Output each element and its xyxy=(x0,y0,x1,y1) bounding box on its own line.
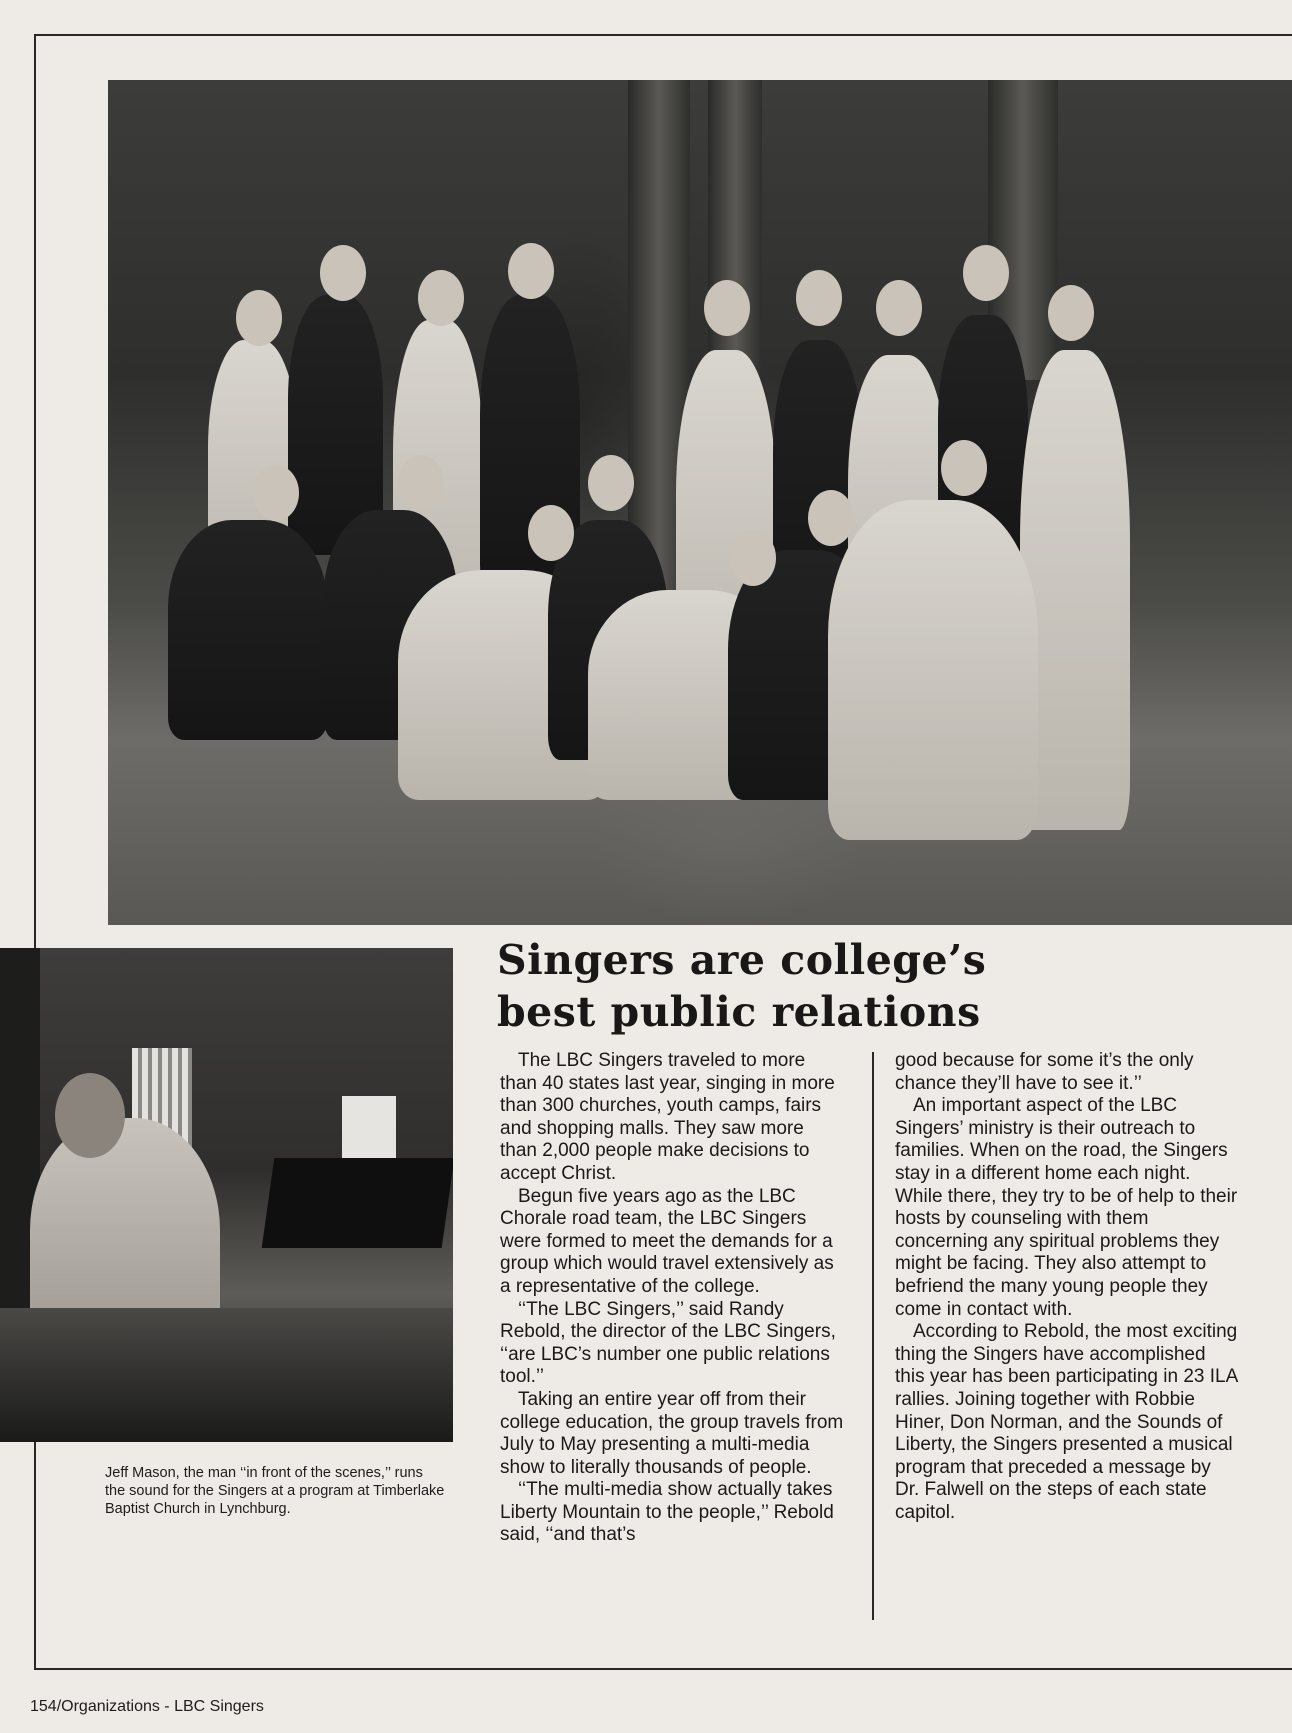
paragraph: According to Rebold, the most exciting thing the Singers have accomplished this year has been participating in 23 ILA rallies. Joining together with Robbie Hiner, Don Norman, and the Sounds of Liberty, the Singers presented a musical program that preceded a message by Dr. Falwell on the steps of each state capitol. xyxy=(895,1321,1238,1523)
singer-head xyxy=(418,270,464,326)
technician-head xyxy=(55,1073,125,1158)
singer-figure xyxy=(828,500,1038,840)
singer-head xyxy=(528,505,574,561)
singer-head xyxy=(1048,285,1094,341)
singer-figure xyxy=(168,520,328,740)
article-column-1 xyxy=(500,1050,845,1547)
singer-head xyxy=(876,280,922,336)
singer-head xyxy=(320,245,366,301)
singer-head xyxy=(236,290,282,346)
singer-head xyxy=(963,245,1009,301)
singer-head xyxy=(398,455,444,511)
paragraph: Taking an entire year off from their college education, the group travels from July to May presenting a multi-media show to literally thousands of people. xyxy=(500,1388,844,1478)
singer-head xyxy=(808,490,854,546)
singer-head xyxy=(704,280,750,336)
sound-technician-photo xyxy=(0,948,453,1442)
singer-head xyxy=(941,440,987,496)
singer-head xyxy=(588,455,634,511)
paragraph: ‘‘The LBC Singers,’’ said Randy Rebold, the director of the LBC Singers, ‘‘are LBC’s number one public relations tool.’’ xyxy=(500,1298,836,1388)
paragraph: ‘‘The multi-media show actually takes Liberty Mountain to the people,’’ Rebold said, ‘‘and that’s xyxy=(500,1479,834,1546)
singer-head xyxy=(508,243,554,299)
paragraph: The LBC Singers traveled to more than 40 states last year, singing in more than 300 churches, youth camps, fairs and shopping malls. They saw more than 2,000 people make decisions to accept Christ. xyxy=(500,1050,835,1184)
group-photo-lbc-singers xyxy=(108,80,1292,925)
sound-desk xyxy=(0,1308,453,1442)
paragraph-continuation: good because for some it’s the only chance they’ll have to see it.’’ xyxy=(895,1050,1194,1094)
window xyxy=(342,1096,396,1166)
paragraph: An important aspect of the LBC Singers’ ministry is their outreach to families. When on the road, the Singers stay in a different home each night. While there, they try to be of help to their hosts by counseling with them concerning any spiritual problems they might be facing. They also attempt to befriend the many young people they come in contact with. xyxy=(895,1095,1238,1320)
singer-head xyxy=(796,270,842,326)
headline-line-1: Singers are college’s xyxy=(497,936,987,984)
singer-head xyxy=(253,465,299,521)
page-folio: 154/Organizations - LBC Singers xyxy=(30,1698,264,1715)
photo-caption: Jeff Mason, the man ‘‘in front of the scenes,’’ runs the sound for the Singers at a program at Timberlake Baptist Church in Lynchburg. xyxy=(105,1465,445,1517)
headline-line-2: best public relations xyxy=(497,988,981,1036)
article-headline xyxy=(497,934,1057,1038)
singer-head xyxy=(730,530,776,586)
column-rule xyxy=(872,1052,874,1620)
paragraph: Begun five years ago as the LBC Chorale road team, the LBC Singers were formed to meet the demands for a group which would travel extensively as a representative of the college. xyxy=(500,1185,834,1297)
sound-console xyxy=(262,1158,453,1248)
article-column-2 xyxy=(895,1050,1240,1524)
